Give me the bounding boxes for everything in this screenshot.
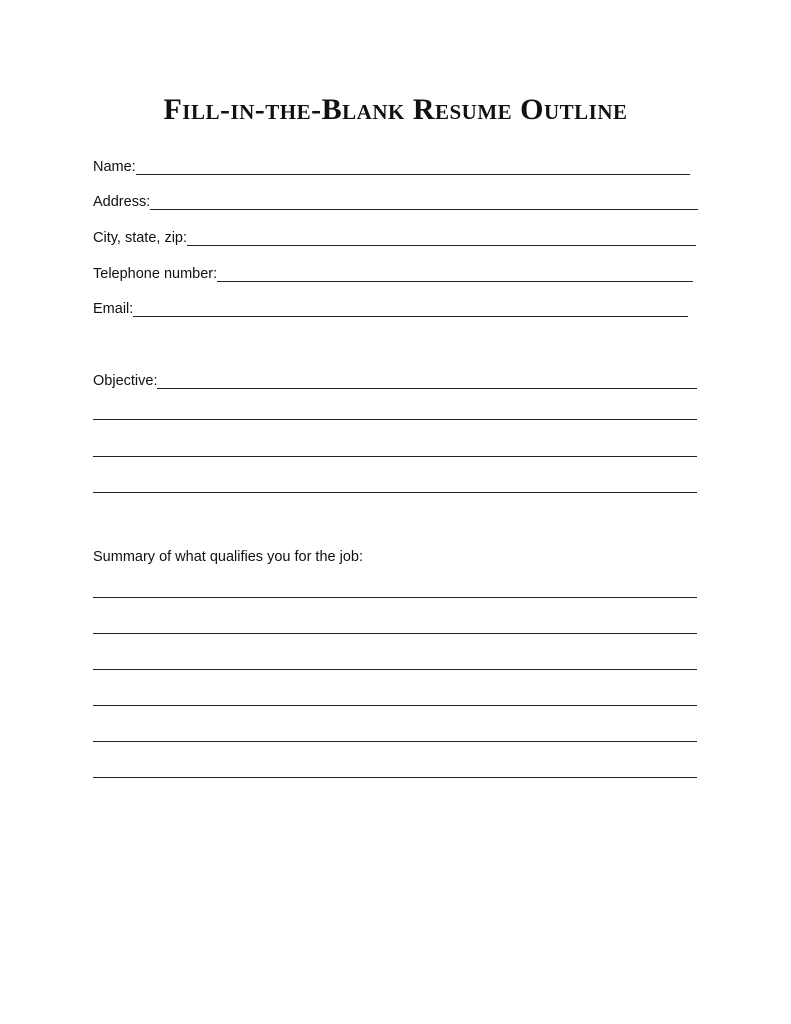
city-state-zip-blank-line[interactable] [187,230,696,246]
name-blank-line[interactable] [136,159,690,175]
summary-line-5[interactable] [93,741,697,742]
summary-line-6[interactable] [93,777,697,778]
telephone-field[interactable] [93,262,693,282]
telephone-label: Telephone number: [93,266,218,282]
name-field[interactable] [93,155,690,175]
page-title: Fill-in-the-Blank Resume Outline [163,93,628,126]
address-label: Address: [93,194,151,210]
objective-line-3[interactable] [93,456,697,457]
objective-field[interactable] [93,369,697,389]
objective-line-2[interactable] [93,419,697,420]
objective-label: Objective: [93,373,158,389]
summary-line-1[interactable] [93,597,697,598]
objective-line-4[interactable] [93,492,697,493]
summary-line-3[interactable] [93,669,697,670]
summary-line-2[interactable] [93,633,697,634]
objective-blank-line[interactable] [157,373,697,389]
address-blank-line[interactable] [150,194,698,210]
summary-label: Summary of what qualifies you for the job: [93,549,363,565]
city-state-zip-label: City, state, zip: [93,230,188,246]
email-blank-line[interactable] [133,301,688,317]
email-label: Email: [93,301,134,317]
telephone-blank-line[interactable] [217,266,693,282]
address-field[interactable] [93,190,698,210]
city-state-zip-field[interactable] [93,226,696,246]
summary-line-4[interactable] [93,705,697,706]
name-label: Name: [93,159,136,175]
email-field[interactable] [93,297,688,317]
